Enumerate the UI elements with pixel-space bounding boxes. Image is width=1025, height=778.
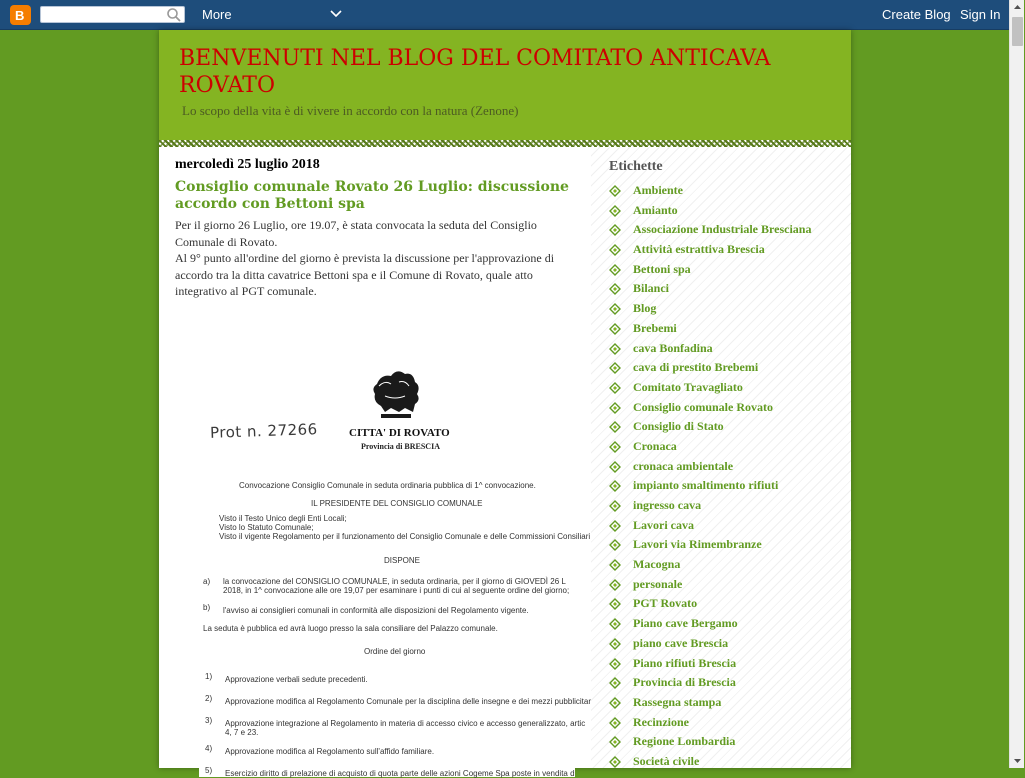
label-list-item	[609, 498, 849, 518]
blog-page	[159, 30, 851, 778]
label-link[interactable]: Ambiente	[633, 183, 683, 197]
diamond-bullet-icon	[609, 421, 621, 433]
label-list-item	[609, 596, 849, 616]
label-link[interactable]: Lavori via Rimembranze	[633, 537, 762, 552]
label-list-item	[609, 459, 849, 479]
label-list-item	[609, 183, 849, 203]
diamond-bullet-icon	[609, 500, 621, 512]
label-list-item	[609, 754, 849, 774]
label-list-item	[609, 656, 849, 676]
post-paragraph: Per il giorno 26 Luglio, ore 19.07, è stata convocata la seduta del Consiglio Comunale di Rovato.	[175, 218, 537, 249]
label-list-item	[609, 734, 849, 754]
document-agenda-title: Ordine del giorno	[364, 647, 426, 656]
diamond-bullet-icon	[609, 520, 621, 532]
agenda-item-number: 4)	[205, 744, 213, 753]
label-link[interactable]: Macogna	[633, 557, 681, 572]
document-line: La seduta è pubblica ed avrà luogo presso la sala consiliare del Palazzo comunale.	[203, 624, 498, 633]
label-link[interactable]: ingresso cava	[633, 498, 702, 512]
document-president: IL PRESIDENTE DEL CONSIGLIO COMUNALE	[311, 499, 483, 508]
diamond-bullet-icon	[609, 244, 621, 256]
diamond-bullet-icon	[609, 323, 621, 335]
diamond-bullet-icon	[609, 362, 621, 374]
diamond-bullet-icon	[609, 441, 621, 453]
label-list-item	[609, 715, 849, 735]
label-link[interactable]: Brebemi	[633, 320, 677, 335]
agenda-item-number: 3)	[205, 716, 213, 725]
label-link[interactable]: Lavori cava	[633, 517, 694, 532]
diamond-bullet-icon	[609, 224, 621, 236]
diamond-bullet-icon	[609, 658, 621, 670]
label-link[interactable]: Amianto	[633, 202, 678, 217]
agenda-item-text: 4, 7 e 23.	[225, 728, 259, 737]
label-link[interactable]: piano cave Brescia	[633, 635, 729, 650]
label-list-item	[609, 281, 849, 301]
label-link[interactable]: impianto smaltimento rifiuti	[633, 478, 779, 493]
label-list-item	[609, 321, 849, 341]
diamond-bullet-icon	[609, 677, 621, 689]
diamond-bullet-icon	[609, 303, 621, 315]
diamond-bullet-icon	[609, 579, 621, 591]
label-link[interactable]: cava di prestito Brebemi	[633, 360, 759, 375]
diamond-bullet-icon	[609, 264, 621, 276]
label-list-item	[609, 242, 849, 262]
label-link[interactable]: personale	[633, 576, 683, 591]
sidebar	[591, 147, 851, 768]
post-date: mercoledì 25 luglio 2018	[175, 157, 320, 172]
label-list-item	[609, 537, 849, 557]
scroll-down-arrow-icon[interactable]	[1010, 753, 1025, 768]
document-convocation: Convocazione Consiglio Comunale in seduta ordinaria pubblica di 1^ convocazione.	[239, 481, 536, 490]
label-list-item	[609, 360, 849, 380]
label-link[interactable]: Provincia di Brescia	[633, 675, 736, 690]
document-city: CITTA' DI ROVATO	[349, 427, 450, 439]
page-scrollbar[interactable]	[1009, 0, 1024, 768]
diamond-bullet-icon	[609, 559, 621, 571]
document-line: 2018, in 1^ convocazione alle ore 19,07 per esaminare i punti di cui al seguente ordine del giorno;	[223, 586, 570, 595]
diamond-bullet-icon	[609, 343, 621, 355]
agenda-item-text: Approvazione modifica al Regolamento sull'affido familiare.	[225, 747, 435, 756]
create-blog-link[interactable]: Create Blog	[882, 7, 951, 22]
label-list-item	[609, 675, 849, 695]
label-list-item	[609, 518, 849, 538]
post-paragraph: Al 9° punto all'ordine del giorno è prevista la discussione per l'approvazione di accordo tra la ditta cavatrice Bettoni spa e il Comune di Rovato, quale atto integrativo al PGT comunale.	[175, 251, 555, 298]
label-link[interactable]: Società civile	[633, 753, 700, 768]
diamond-bullet-icon	[609, 205, 621, 217]
document-province: Provincia di BRESCIA	[361, 442, 440, 451]
agenda-item-text: Esercizio diritto di prelazione di acquisto di quota parte delle azioni Cogeme Spa poste in vendita d	[225, 769, 575, 778]
label-link[interactable]: Bilanci	[633, 281, 670, 296]
agenda-item-text: Approvazione integrazione al Regolamento in materia di accesso civico e accesso generalizzato, artic	[225, 719, 586, 728]
agenda-item-number: 1)	[205, 672, 213, 681]
protocol-number: Prot n. 27266	[209, 420, 319, 442]
label-link[interactable]: Comitato Travagliato	[633, 379, 743, 394]
labels-list	[609, 183, 849, 774]
document-item-label: a)	[203, 577, 211, 586]
label-list-item	[609, 400, 849, 420]
diamond-bullet-icon	[609, 598, 621, 610]
post-title[interactable]: Consiglio comunale Rovato 26 Luglio: discussione accordo con Bettoni spa	[175, 179, 569, 212]
diamond-bullet-icon	[609, 697, 621, 709]
scrollbar-thumb[interactable]	[1012, 17, 1023, 46]
label-link[interactable]: Consiglio di Stato	[633, 419, 724, 434]
convocation-document-image[interactable]	[199, 347, 591, 778]
diamond-bullet-icon	[609, 736, 621, 748]
label-link[interactable]: Rassegna stampa	[633, 694, 722, 709]
label-list-item	[609, 203, 849, 223]
search-icon[interactable]	[166, 7, 182, 23]
label-link[interactable]: Piano cave Bergamo	[633, 616, 738, 631]
diamond-bullet-icon	[609, 539, 621, 551]
label-list-item	[609, 616, 849, 636]
agenda-item-text: Approvazione modifica al Regolamento Comunale per la disciplina delle insegne e dei mezzi pubblicitar	[225, 697, 591, 706]
label-list-item	[609, 439, 849, 459]
blog-header	[159, 30, 851, 140]
document-line: Visto lo Statuto Comunale;	[219, 523, 314, 532]
label-link[interactable]: Attività estrattiva Brescia	[633, 242, 765, 257]
label-link[interactable]: Consiglio comunale Rovato	[633, 399, 774, 414]
label-link[interactable]: Recinzione	[633, 714, 689, 729]
diamond-bullet-icon	[609, 185, 621, 197]
more-menu[interactable]: More	[202, 7, 232, 22]
diamond-bullet-icon	[609, 283, 621, 295]
blog-description: Lo scopo della vita è di vivere in accordo con la natura (Zenone)	[182, 103, 519, 118]
label-list-item	[609, 380, 849, 400]
label-link[interactable]: cava Bonfadina	[633, 340, 713, 355]
document-line: Visto il vigente Regolamento per il funzionamento del Consiglio Comunale e delle Commissioni Consiliari	[219, 532, 591, 541]
diamond-bullet-icon	[609, 618, 621, 630]
scroll-up-arrow-icon[interactable]	[1010, 0, 1025, 15]
search-input[interactable]	[40, 6, 185, 23]
label-list-item	[609, 301, 849, 321]
document-line: la convocazione del CONSIGLIO COMUNALE, in seduta ordinaria, per il giorno di GIOVEDÌ 26 L	[223, 577, 566, 586]
document-dispone: DISPONE	[384, 556, 421, 565]
blogger-logo-icon[interactable]: B	[10, 5, 31, 25]
label-list-item	[609, 636, 849, 656]
label-list-item	[609, 478, 849, 498]
agenda-item-number: 2)	[205, 694, 213, 703]
label-list-item	[609, 262, 849, 282]
label-link[interactable]: Blog	[633, 301, 657, 316]
label-list-item	[609, 695, 849, 715]
label-list-item	[609, 419, 849, 439]
label-link[interactable]: Piano rifiuti Brescia	[633, 655, 737, 670]
label-list-item	[609, 557, 849, 577]
diamond-bullet-icon	[609, 638, 621, 650]
label-list-item	[609, 222, 849, 242]
diamond-bullet-icon	[609, 382, 621, 394]
chevron-down-icon[interactable]	[330, 9, 342, 19]
diamond-bullet-icon	[609, 717, 621, 729]
label-link[interactable]: Associazione Industriale Bresciana	[633, 222, 812, 237]
labels-widget-title: Etichette	[609, 159, 663, 174]
blog-title[interactable]: BENVENUTI NEL BLOG DEL COMITATO ANTICAVA ROVATO	[179, 46, 771, 98]
label-link[interactable]: Cronaca	[633, 438, 677, 453]
label-list-item	[609, 577, 849, 597]
label-list-item	[609, 341, 849, 361]
label-link[interactable]: cronaca ambientale	[633, 458, 734, 473]
header-divider-pattern	[159, 140, 851, 147]
main-column	[159, 147, 591, 778]
sign-in-link[interactable]: Sign In	[960, 7, 1001, 22]
label-link[interactable]: Regione Lombardia	[633, 734, 736, 749]
post-body	[175, 217, 579, 300]
document-line: l'avviso ai consiglieri comunali in conformità alle disposizioni del Regolamento vigente.	[223, 606, 529, 615]
lion-emblem-icon	[359, 372, 429, 422]
diamond-bullet-icon	[609, 402, 621, 414]
document-item-label: b)	[203, 603, 211, 612]
diamond-bullet-icon	[609, 756, 621, 768]
agenda-item-number: 5)	[205, 766, 213, 775]
label-link[interactable]: PGT Rovato	[633, 596, 698, 611]
blogger-navbar	[0, 0, 1024, 30]
document-line: Visto il Testo Unico degli Enti Locali;	[219, 514, 347, 523]
agenda-item-text: Approvazione verbali sedute precedenti.	[225, 675, 368, 684]
diamond-bullet-icon	[609, 461, 621, 473]
label-link[interactable]: Bettoni spa	[633, 261, 691, 276]
diamond-bullet-icon	[609, 480, 621, 492]
